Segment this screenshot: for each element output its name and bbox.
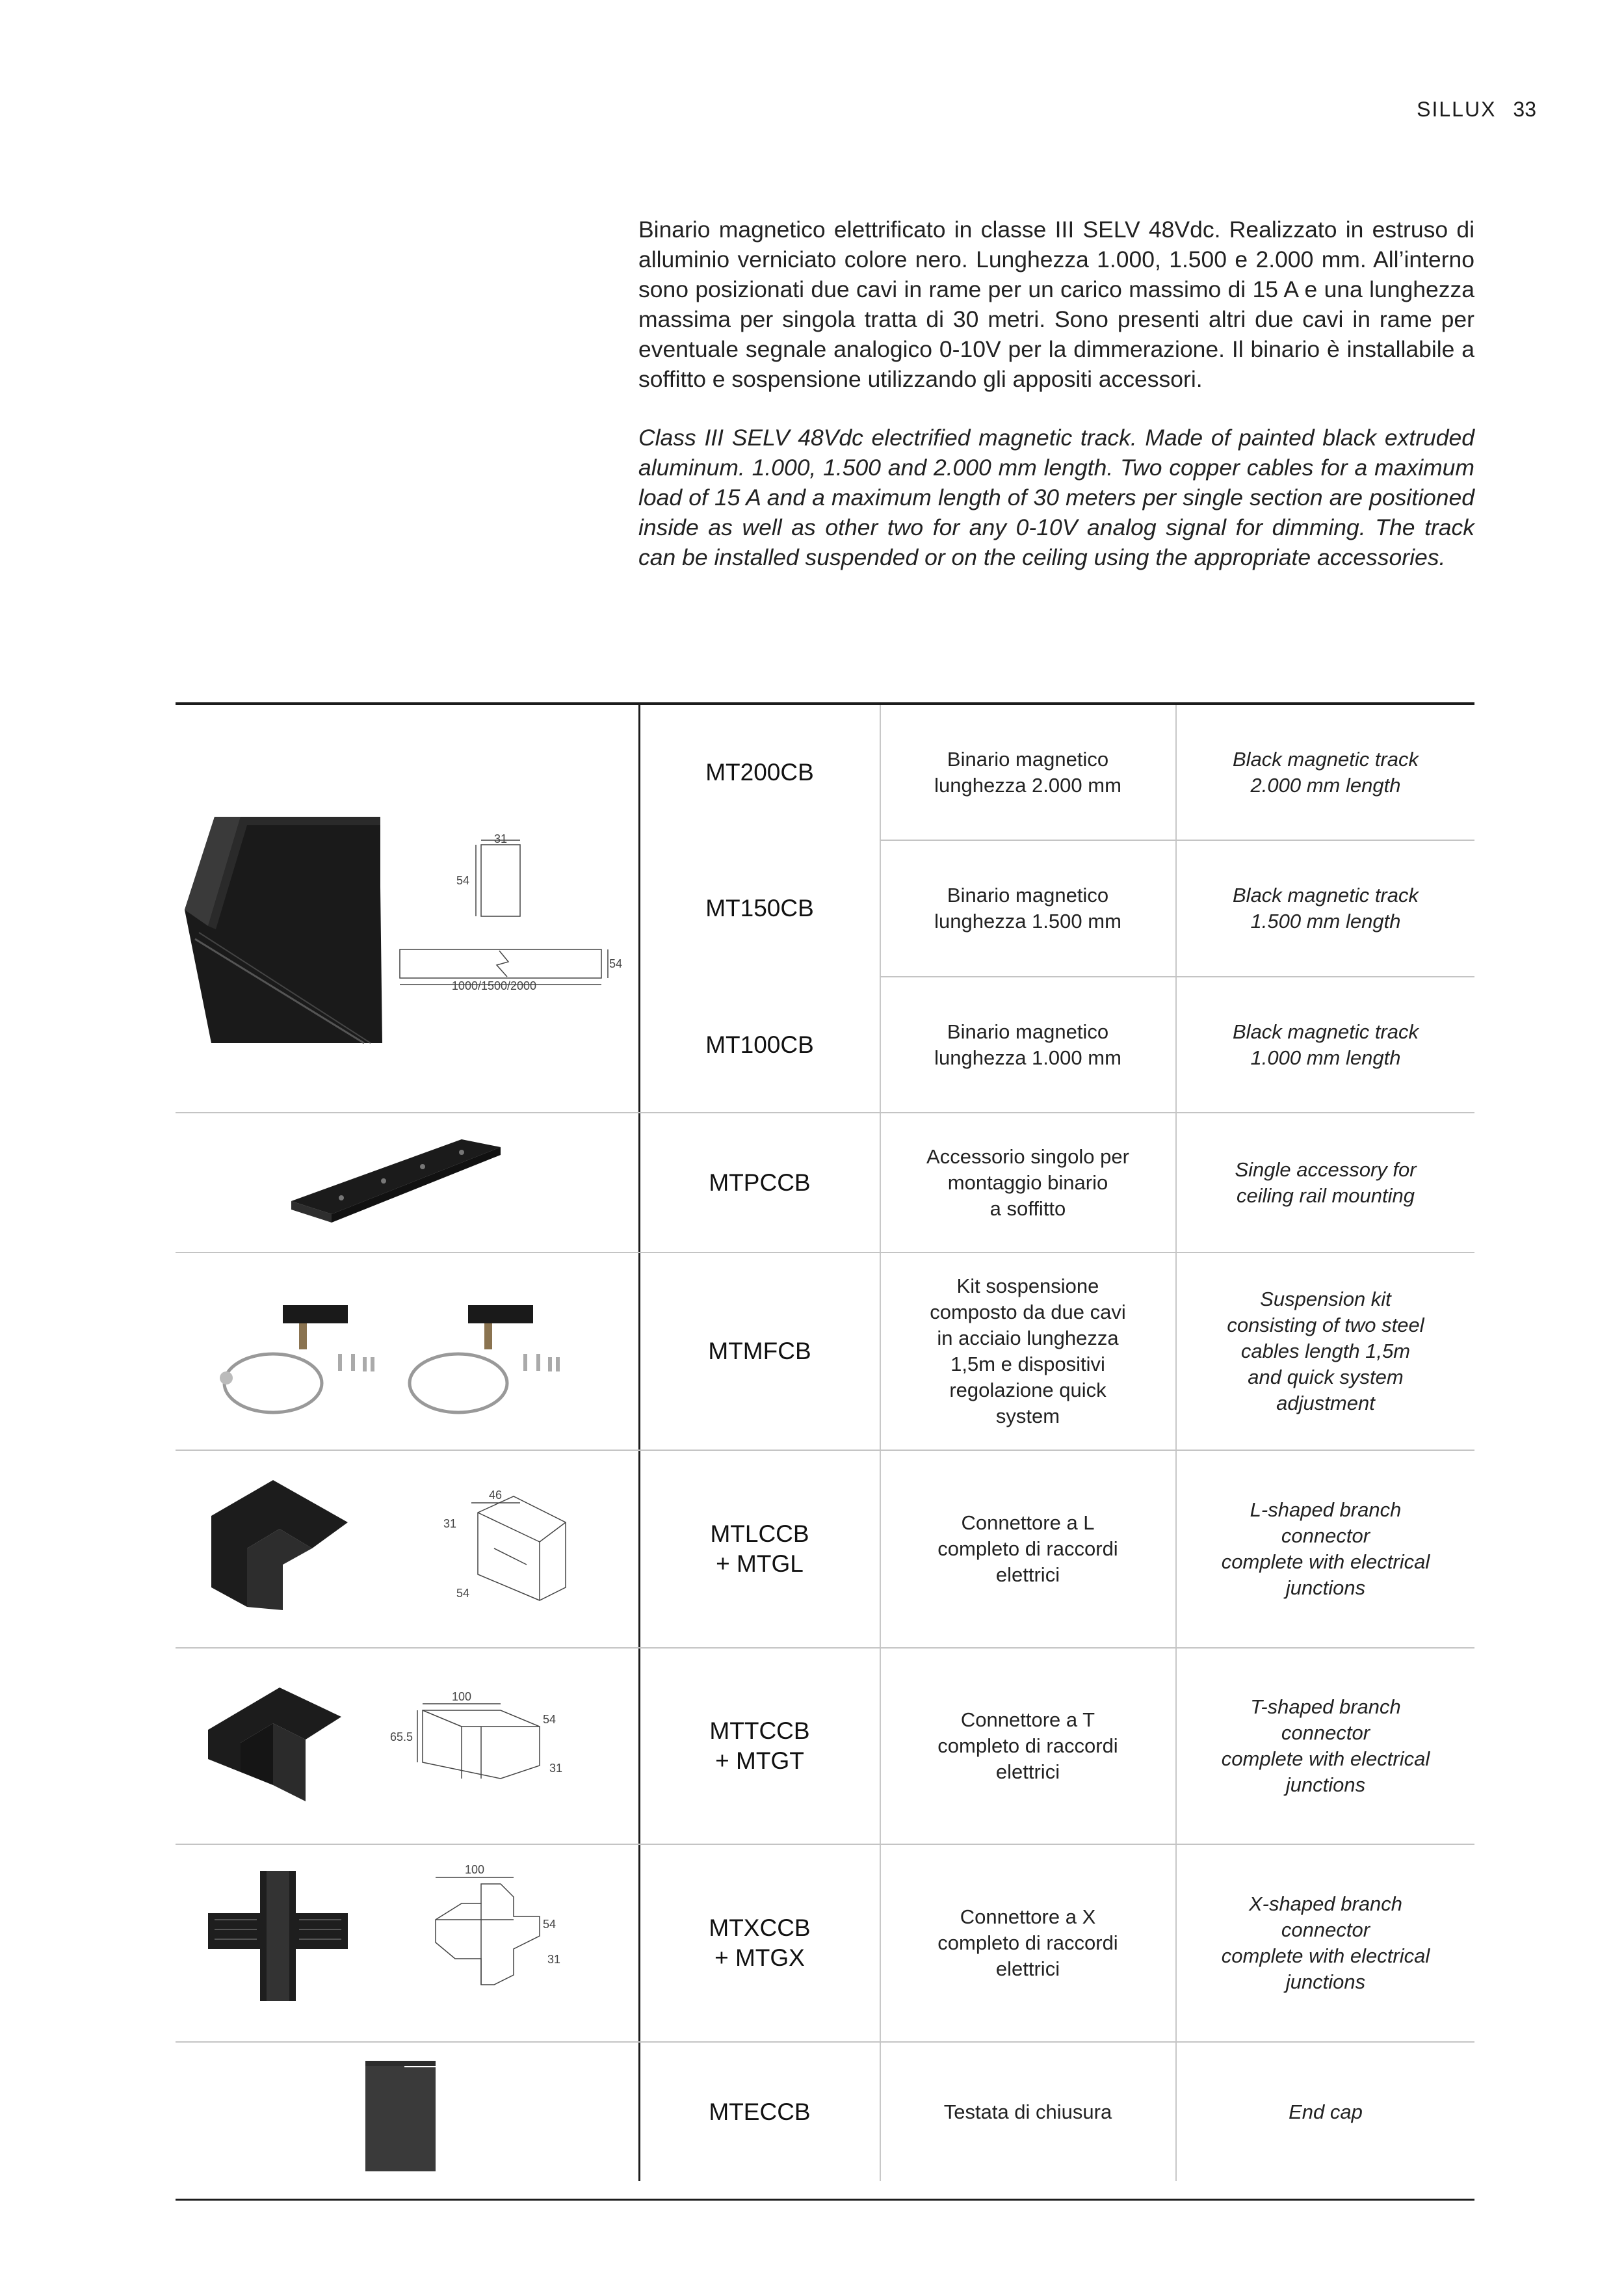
description-italian: Binario magnetico lunghezza 1.000 mm [934, 1020, 1121, 1069]
description-italian: Binario magnetico lunghezza 1.500 mm [934, 884, 1121, 933]
t-width-dim: 100 [451, 1690, 472, 1703]
product-code: MTXCCB + MTGX [709, 1914, 811, 1971]
description-italian: Accessorio singolo per montaggio binario a soffitto [926, 1145, 1129, 1220]
description-english: Black magnetic track 1.000 mm length [1233, 1020, 1419, 1069]
description-italian: Testata di chiusura [943, 2100, 1112, 2123]
intro-english: Class III SELV 48Vdc electrified magnetic track. Made of painted black extruded aluminum. 1.000, 1.500 and 2.000 mm length. Two copper cables for a maximum load of 15 A and a maximum length of 30 meters per single section are positioned inside as well as other two for any 0-10V analog signal for dimming. The track can be installed suspended or on the ceiling using the appropriate accessories. [638, 425, 1474, 570]
description-english: T-shaped branch connector complete with electrical junctions [1221, 1695, 1430, 1796]
product-code: MTMFCB [708, 1338, 811, 1364]
t-connector-drawing [176, 1649, 638, 1844]
product-code: MTPCCB [709, 1169, 811, 1196]
x-connector-drawing [176, 1845, 638, 2041]
end-cap-drawing [176, 2043, 638, 2181]
table-row [176, 1451, 1474, 1647]
page-number: 33 [1513, 98, 1536, 121]
table-row [176, 1253, 1474, 1450]
t-height-dim: 65.5 [389, 1730, 413, 1743]
table-row [176, 1845, 1474, 2041]
suspension-kit-drawing [176, 1253, 638, 1450]
description-english: Single accessory for ceiling rail mounting [1235, 1158, 1417, 1207]
description-english: Black magnetic track 2.000 mm length [1233, 747, 1419, 797]
table-row [176, 1113, 1474, 1252]
l-connector-drawing [176, 1451, 638, 1647]
l-side-dim: 31 [443, 1517, 457, 1530]
description-english: L-shaped branch connector complete with electrical junctions [1221, 1498, 1430, 1599]
x-width-dim: 100 [464, 1863, 485, 1876]
l-depth-dim: 54 [456, 1587, 470, 1600]
x-connector-image [176, 1845, 638, 2041]
table-row [176, 2043, 1474, 2181]
product-code: MTECCB [709, 2098, 811, 2125]
product-code: MT200CB [705, 758, 814, 786]
t-side-dim: 31 [549, 1762, 563, 1775]
l-connector-image [176, 1451, 638, 1647]
brand-name: SILLUX [1417, 98, 1497, 121]
mounting-plate-image [176, 1113, 638, 1252]
track-width-dim: 31 [493, 832, 508, 845]
table-row [176, 705, 1474, 840]
description-italian: Connettore a L completo di raccordi elettrici [937, 1511, 1118, 1586]
description-italian: Connettore a T completo di raccordi elettrici [937, 1708, 1118, 1783]
description-english: Suspension kit consisting of two steel cables length 1,5m and quick system adjustment [1227, 1288, 1424, 1414]
suspension-kit-image [176, 1253, 638, 1450]
description-italian: Binario magnetico lunghezza 2.000 mm [934, 747, 1121, 797]
product-code: MT100CB [705, 1031, 814, 1058]
track-height-dim: 54 [456, 874, 469, 887]
page-header [1417, 98, 1536, 122]
table-row [176, 841, 1474, 976]
l-width-dim: 46 [488, 1489, 503, 1502]
description-italian: Connettore a X completo di raccordi elettrici [937, 1905, 1118, 1980]
x-side-dim: 31 [547, 1953, 561, 1966]
t-depth-dim: 54 [543, 1713, 557, 1726]
product-code: MTTCCB + MTGT [709, 1717, 810, 1774]
track-lengths-dim: 1000/1500/2000 [451, 979, 537, 992]
table-bottom-rule [176, 2199, 1474, 2201]
product-code: MT150CB [705, 895, 814, 921]
mounting-plate-drawing [176, 1113, 638, 1252]
intro-italian: Binario magnetico elettrificato in classe III SELV 48Vdc. Realizzato in estruso di alluminio verniciato colore nero. Lunghezza 1.000, 1.500 e 2.000 mm. All’interno sono posizionati due cavi in rame per un carico massimo di 15 A e una lunghezza massima per singola tratta di 30 metri. Sono presenti altri due cavi in rame per eventuale segnale analogico 0-10V per la dimmerazione. Il binario è installabile a soffitto e sospensione utilizzando gli appositi accessori. [638, 217, 1474, 392]
table-row [176, 977, 1474, 1112]
description-italian: Kit sospensione composto da due cavi in acciaio lunghezza 1,5m e dispositivi regolazione quick system [930, 1275, 1126, 1427]
description-english: Black magnetic track 1.500 mm length [1233, 884, 1419, 933]
intro-text [638, 215, 1474, 601]
table-row [176, 1649, 1474, 1844]
product-code: MTLCCB + MTGL [710, 1520, 809, 1577]
t-connector-image [176, 1649, 638, 1844]
description-english: X-shaped branch connector complete with electrical junctions [1221, 1892, 1430, 1993]
x-depth-dim: 54 [543, 1918, 557, 1931]
description-english: End cap [1289, 2100, 1363, 2123]
end-cap-image [176, 2043, 638, 2181]
track-side-height-dim: 54 [609, 957, 623, 970]
